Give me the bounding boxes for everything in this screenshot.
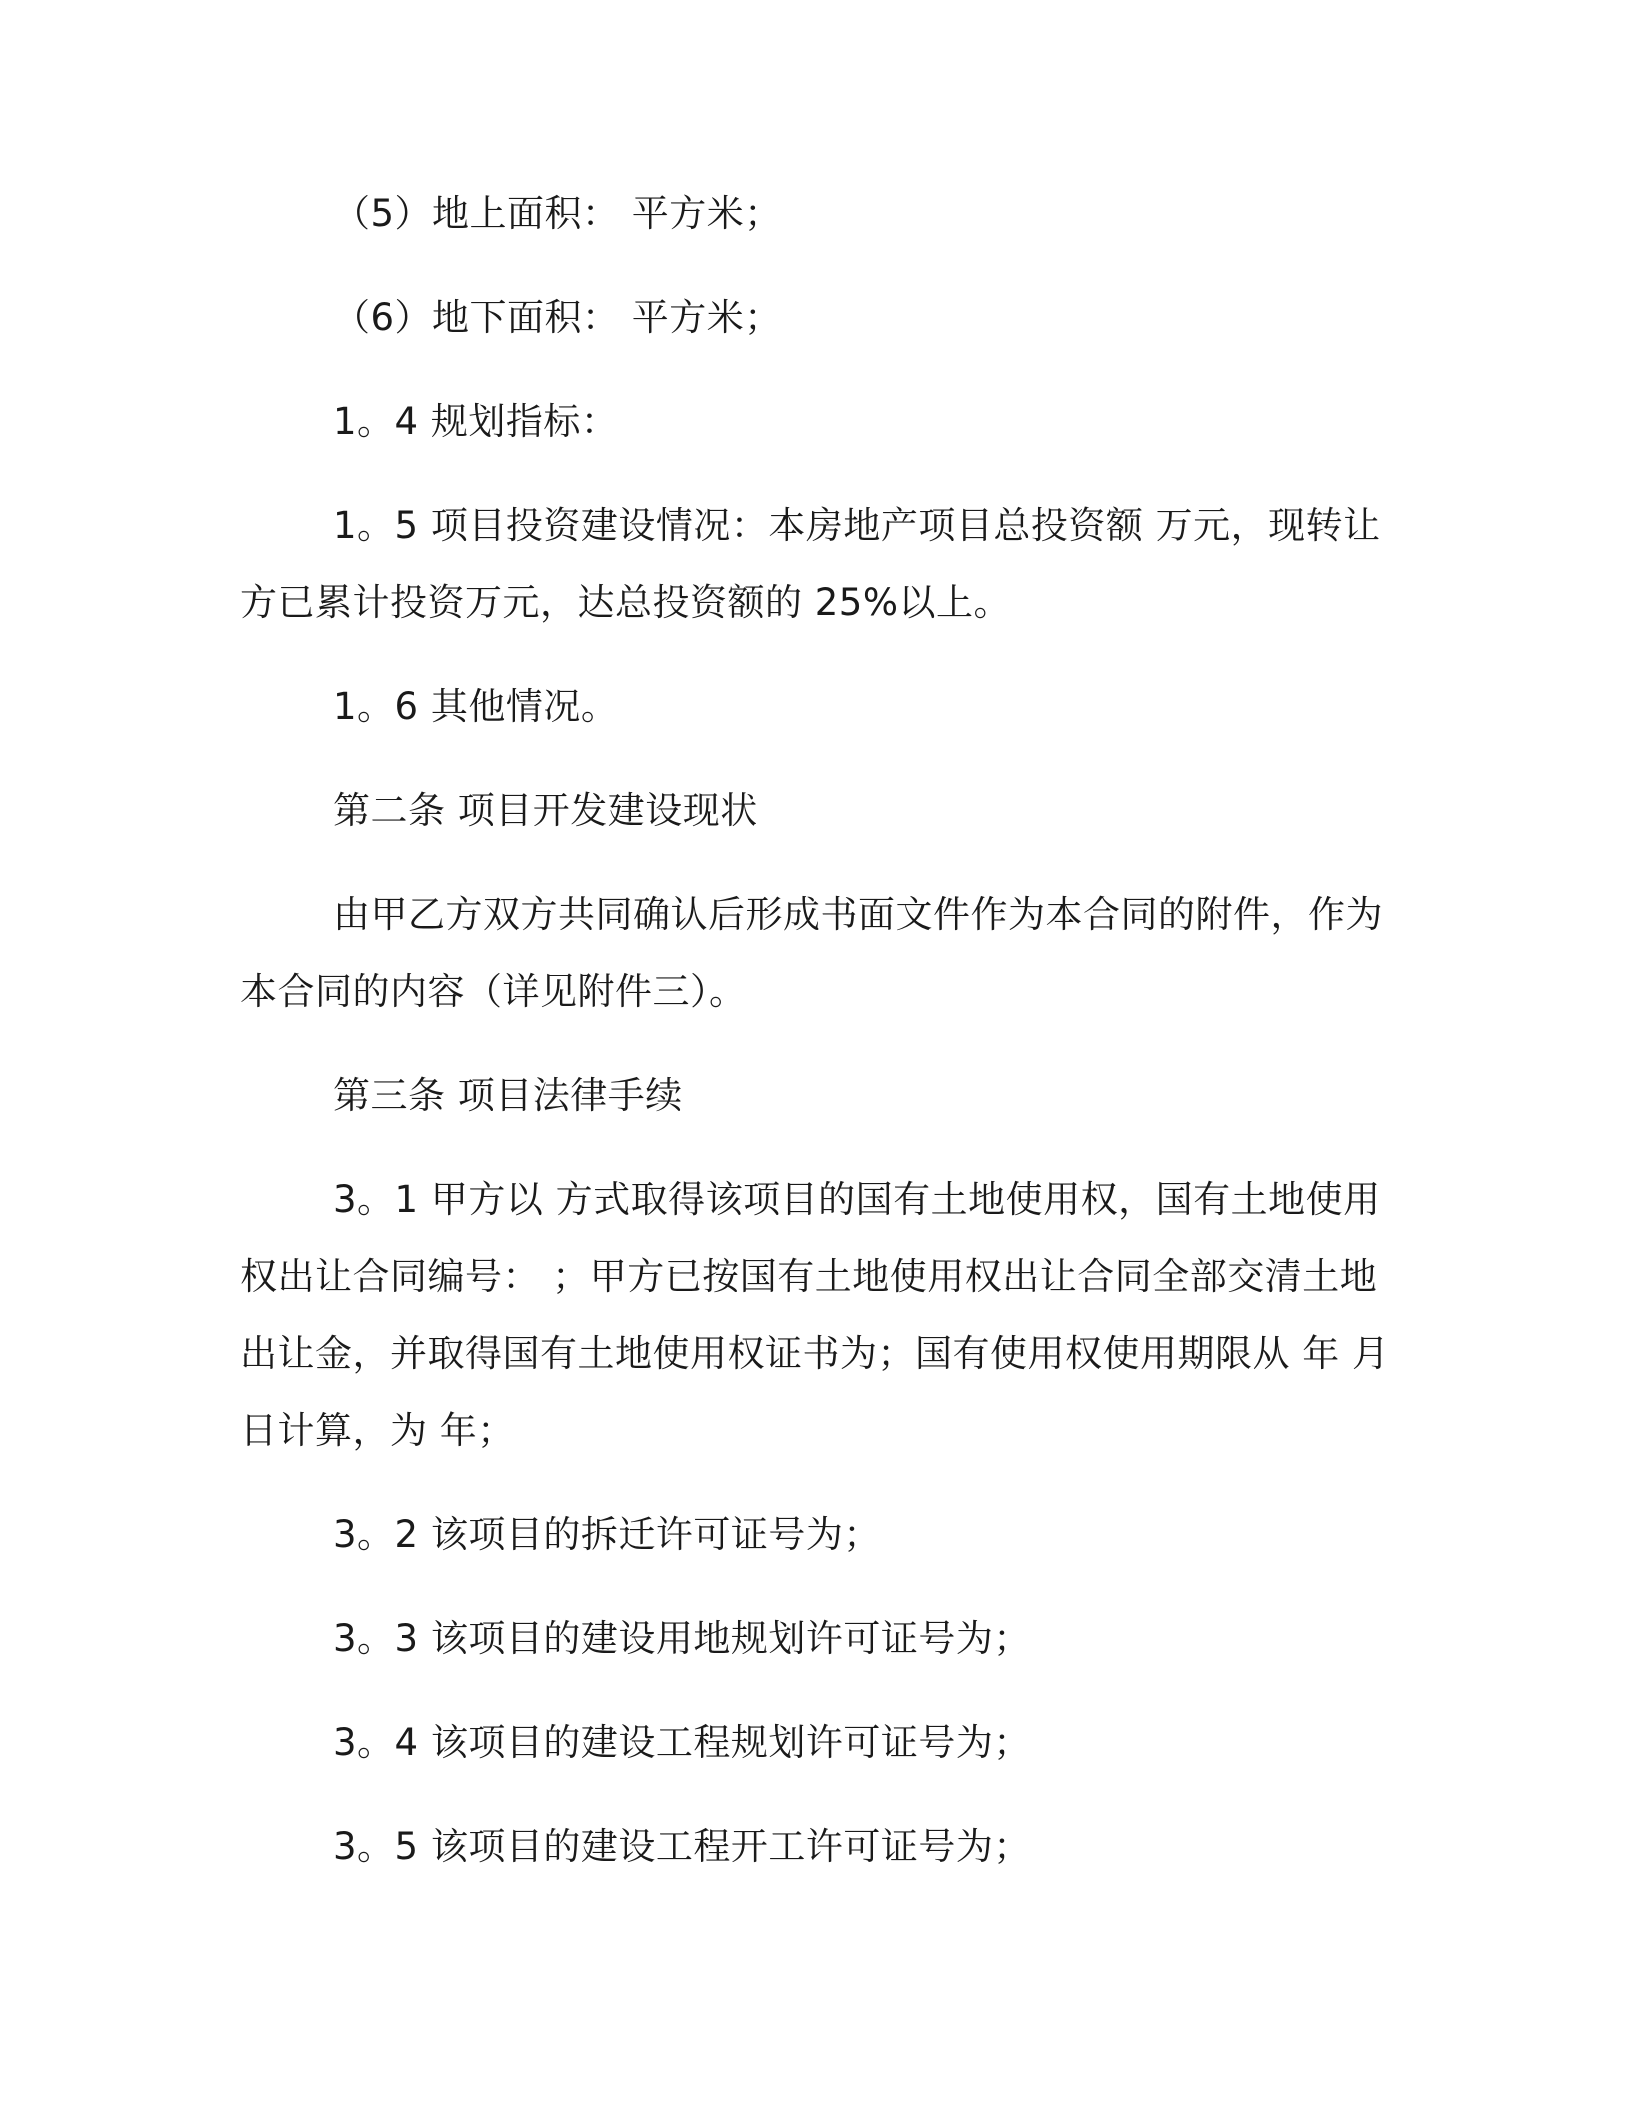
item-6-underground-area: （6）地下面积： 平方米； (333, 296, 782, 339)
article-2-body-line-1: 由甲乙方双方共同确认后形成书面文件作为本合同的附件，作为 (333, 893, 1383, 936)
item-1-5-investment-line-2: 方已累计投资万元，达总投资额的 25%以上。 (240, 581, 1011, 624)
item-3-3-land-planning-permit: 3。3 该项目的建设用地规划许可证号为； (333, 1617, 1031, 1660)
item-1-5-investment-line-1: 1。5 项目投资建设情况：本房地产项目总投资额 万元，现转让 (333, 504, 1381, 547)
item-1-4-planning-index: 1。4 规划指标： (333, 400, 619, 443)
article-2-title: 第二条 项目开发建设现状 (333, 789, 758, 832)
article-3-title: 第三条 项目法律手续 (333, 1074, 683, 1117)
item-1-6-other: 1。6 其他情况。 (333, 685, 619, 728)
article-2-body-line-2: 本合同的内容（详见附件三）。 (240, 970, 747, 1013)
item-5-ground-area: （5）地上面积： 平方米； (333, 192, 782, 235)
item-3-1-line-2: 权出让合同编号： ；甲方已按国有土地使用权出让合同全部交清土地 (240, 1255, 1378, 1298)
item-3-4-engineering-planning-permit: 3。4 该项目的建设工程规划许可证号为； (333, 1721, 1031, 1764)
item-3-1-line-4: 日计算，为 年； (240, 1409, 515, 1452)
item-3-1-line-1: 3。1 甲方以 方式取得该项目的国有土地使用权，国有土地使用 (333, 1178, 1381, 1221)
item-3-2-demolition-permit: 3。2 该项目的拆迁许可证号为； (333, 1513, 881, 1556)
item-3-5-construction-start-permit: 3。5 该项目的建设工程开工许可证号为； (333, 1825, 1031, 1868)
item-3-1-line-3: 出让金，并取得国有土地使用权证书为；国有使用权使用期限从 年 月 (240, 1332, 1390, 1375)
